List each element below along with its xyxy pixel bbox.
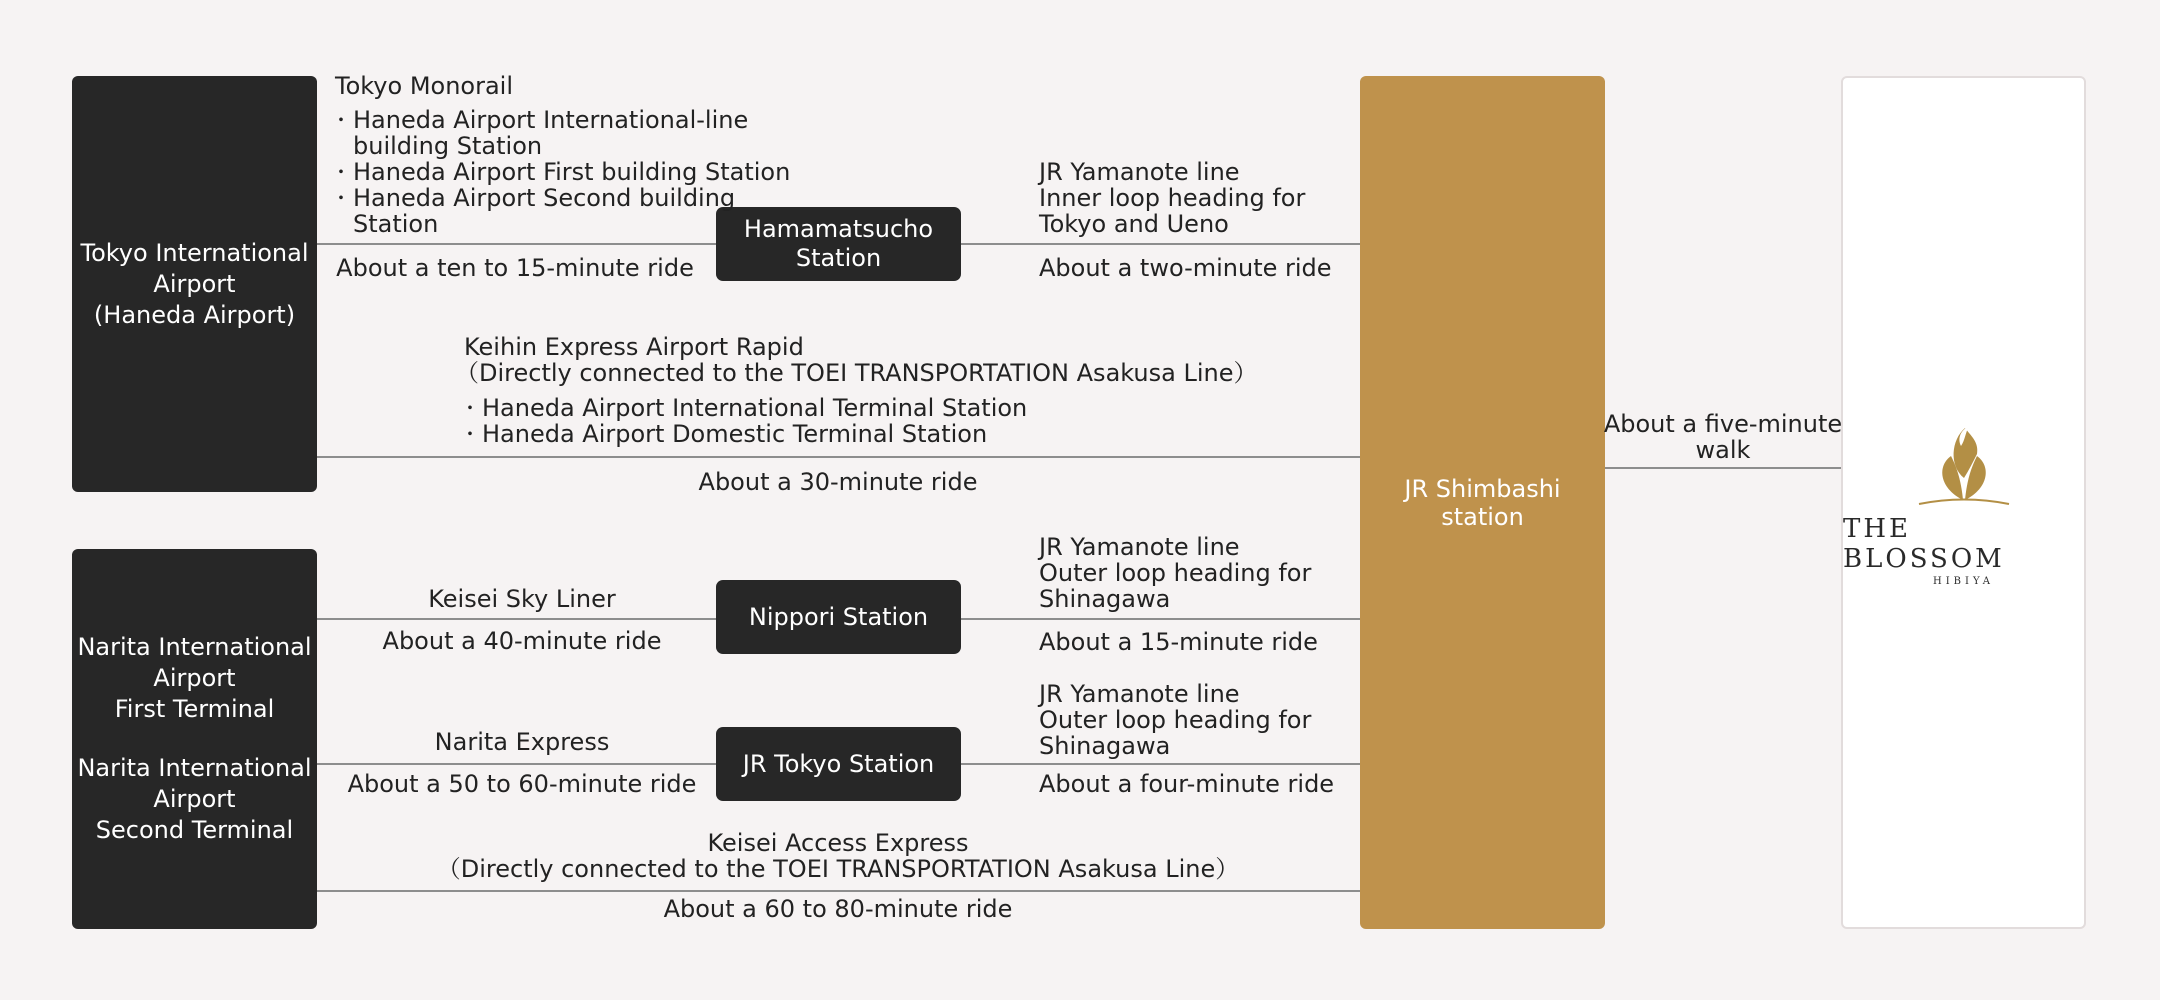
hub-label: JR Shimbashi station: [1404, 474, 1561, 531]
yamanote-outer-1-desc: JR Yamanote line Outer loop heading for Shinagawa: [1039, 533, 1312, 613]
route-line-yamanote-inner: [960, 243, 1360, 245]
origin-narita-first-label: Narita International Airport First Terminal: [77, 633, 312, 723]
hotel-logo-wordmark: THE BLOSSOM: [1843, 514, 2005, 574]
keikyu-station-item: ・ Haneda Airport International Terminal Station: [464, 395, 1027, 421]
route-line-yamanote-outer-2: [960, 763, 1360, 765]
monorail-station-item: ・ Haneda Airport Second building Station: [335, 185, 790, 237]
keikyu-time: About a 30-minute ride: [698, 468, 978, 496]
route-line-narita-express: [317, 763, 717, 765]
destination-hotel-card: [1841, 76, 2086, 929]
station-nippori-label: Nippori Station: [748, 602, 929, 631]
walk-time: About a five-minute walk: [1603, 410, 1843, 464]
station-tokyo-label: JR Tokyo Station: [742, 749, 935, 778]
access-express-title: Keisei Access Express: [707, 829, 969, 857]
keikyu-subtitle: （Directly connected to the TOEI TRANSPORTATION Asakusa Line）: [455, 359, 1258, 387]
origin-haneda-airport: [72, 76, 317, 492]
monorail-station-list: [335, 107, 790, 237]
route-line-access-express: [317, 890, 1360, 892]
station-jr-tokyo: [716, 727, 961, 801]
station-hamamatsucho-label: Hamamatsucho Station: [743, 215, 934, 272]
keikyu-title: Keihin Express Airport Rapid: [464, 333, 804, 361]
yamanote-outer-2-desc: JR Yamanote line Outer loop heading for Shinagawa: [1039, 680, 1312, 760]
keikyu-station-list: [464, 395, 1027, 447]
access-express-subtitle: （Directly connected to the TOEI TRANSPORTATION Asakusa Line）: [436, 855, 1240, 883]
origin-narita-second-label: Narita International Airport Second Terminal: [77, 754, 312, 844]
narita-express-label: Narita Express: [434, 728, 610, 756]
blossom-logo-icon: [1899, 418, 2029, 508]
station-nippori: [716, 580, 961, 654]
monorail-time: About a ten to 15-minute ride: [336, 254, 694, 282]
origin-narita-airport: [72, 549, 317, 929]
keikyu-station-item: ・ Haneda Airport Domestic Terminal Station: [464, 421, 1027, 447]
yamanote-inner-time: About a two-minute ride: [1039, 254, 1332, 282]
monorail-station-item: ・ Haneda Airport First building Station: [335, 159, 790, 185]
origin-haneda-label: Tokyo International Airport (Haneda Airport): [80, 238, 309, 329]
route-line-skyliner: [317, 618, 717, 620]
yamanote-outer-1-time: About a 15-minute ride: [1039, 628, 1318, 656]
skyliner-time: About a 40-minute ride: [382, 627, 662, 655]
skyliner-label: Keisei Sky Liner: [428, 585, 616, 613]
route-line-keikyu: [317, 456, 1360, 458]
yamanote-outer-2-time: About a four-minute ride: [1039, 770, 1335, 798]
monorail-title: Tokyo Monorail: [335, 72, 514, 100]
yamanote-inner-desc: JR Yamanote line Inner loop heading for Tokyo and Ueno: [1039, 158, 1306, 238]
access-express-time: About a 60 to 80-minute ride: [663, 895, 1013, 923]
monorail-station-item: ・ Haneda Airport International-line building Station: [335, 107, 790, 159]
narita-express-time: About a 50 to 60-minute ride: [347, 770, 697, 798]
route-line-walk: [1605, 467, 1841, 469]
hotel-logo-subtitle: HIBIYA: [1932, 576, 1995, 587]
route-line-yamanote-outer-1: [960, 618, 1360, 620]
hub-shimbashi-station: [1360, 76, 1605, 929]
route-line-monorail: [317, 243, 717, 245]
